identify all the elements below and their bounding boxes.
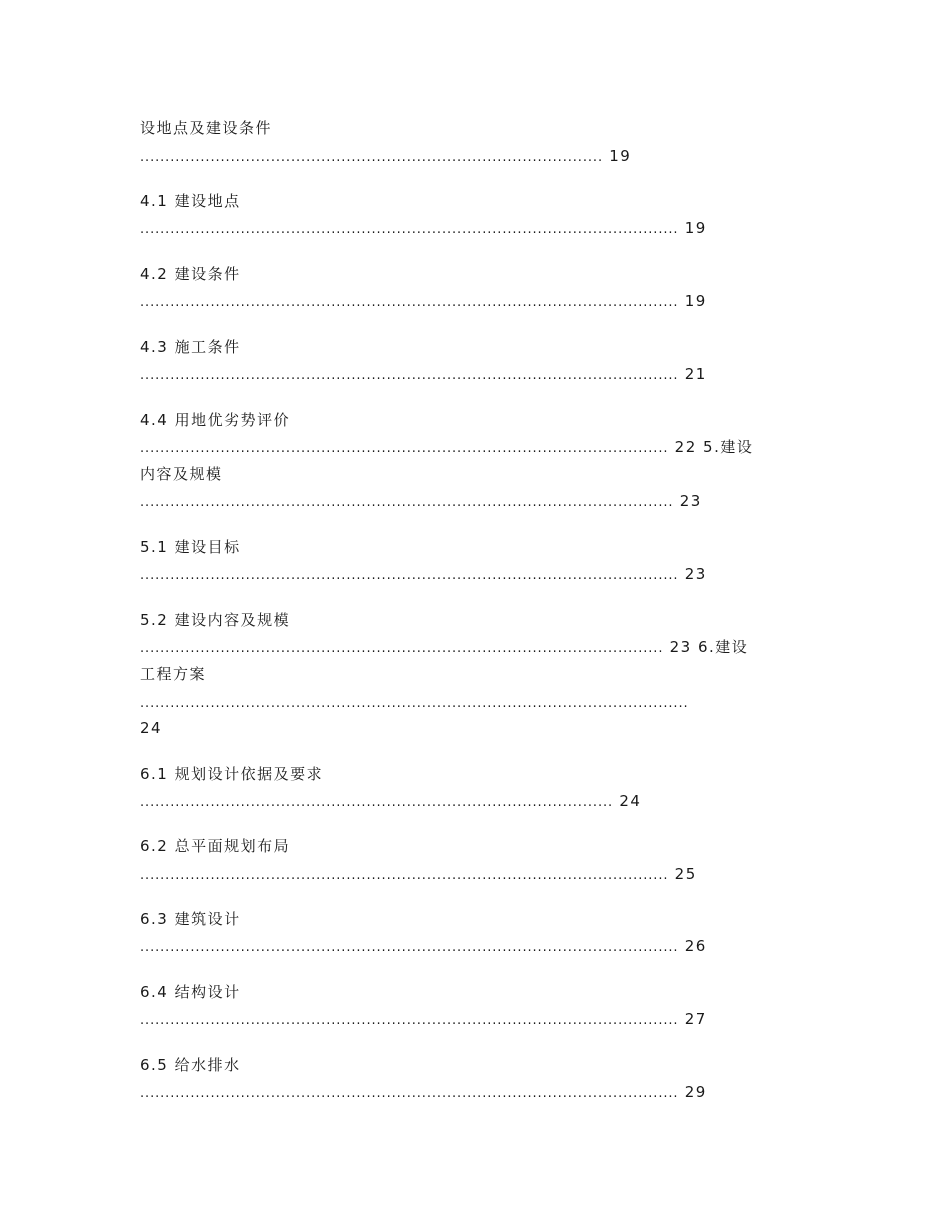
dot-leader: ...........................................................................................................	[140, 295, 679, 310]
page-number: 19	[602, 147, 632, 165]
page-number: 19	[678, 219, 707, 237]
dot-leader: .............................................................................................................	[140, 696, 689, 711]
dot-leader: ...........................................................................................................	[140, 1086, 679, 1101]
toc-title: 5.1 建设目标	[140, 538, 241, 556]
dot-leader: ...........................................................................................................	[140, 568, 679, 583]
toc-title: 6.2 总平面规划布局	[140, 837, 291, 855]
page-number: 24	[140, 719, 163, 737]
toc-leader-line	[140, 692, 689, 714]
page-number: 23	[678, 565, 707, 583]
toc-title: 4.4 用地优劣势评价	[140, 411, 291, 429]
toc-title: 设地点及建设条件	[140, 119, 273, 137]
page-number: 21	[678, 365, 707, 383]
page-number: 27	[678, 1010, 707, 1028]
page-number: 22 5.建设	[668, 438, 754, 456]
toc-leader-line	[140, 718, 162, 738]
dot-leader: ...........................................................................................................	[140, 368, 679, 383]
dot-leader: .........................................................................................................	[140, 868, 669, 883]
toc-leader-line	[140, 1082, 707, 1104]
dot-leader: ...........................................................................................................	[140, 1013, 679, 1028]
toc-title: 6.1 规划设计依据及要求	[140, 765, 324, 783]
toc-title: 6.4 结构设计	[140, 983, 241, 1001]
toc-title: 4.2 建设条件	[140, 265, 241, 283]
toc-leader-line	[140, 637, 748, 659]
toc-leader-line	[140, 218, 707, 240]
toc-leader-line	[140, 1009, 707, 1031]
dot-leader: ..............................................................................................	[140, 795, 614, 810]
dot-leader: ...........................................................................................................	[140, 940, 679, 955]
page-number: 29	[678, 1083, 707, 1101]
toc-leader-line	[140, 564, 707, 586]
page-number: 24	[613, 792, 642, 810]
dot-leader: .........................................................................................................	[140, 441, 669, 456]
dot-leader: ..........................................................................................................	[140, 495, 674, 510]
page-number: 23 6.建设	[663, 638, 749, 656]
toc-title: 4.1 建设地点	[140, 192, 241, 210]
toc-leader-line	[140, 146, 631, 168]
toc-leader-line	[140, 437, 753, 459]
page-number: 25	[668, 865, 697, 883]
toc-leader-line	[140, 791, 641, 813]
toc-leader-line	[140, 864, 697, 886]
toc-title: 4.3 施工条件	[140, 338, 241, 356]
dot-leader: ............................................................................................	[140, 150, 603, 165]
page-number: 23	[673, 492, 702, 510]
toc-title: 6.3 建筑设计	[140, 910, 241, 928]
toc-title: 6.5 给水排水	[140, 1056, 241, 1074]
page-number: 19	[678, 292, 707, 310]
toc-title: 工程方案	[140, 665, 207, 683]
toc-leader-line	[140, 291, 707, 313]
dot-leader: ........................................................................................................	[140, 641, 664, 656]
dot-leader: ...........................................................................................................	[140, 222, 679, 237]
toc-leader-line	[140, 936, 707, 958]
toc-leader-line	[140, 491, 702, 513]
toc-leader-line	[140, 364, 707, 386]
page-number: 26	[678, 937, 707, 955]
toc-title: 内容及规模	[140, 465, 223, 483]
toc-title: 5.2 建设内容及规模	[140, 611, 291, 629]
